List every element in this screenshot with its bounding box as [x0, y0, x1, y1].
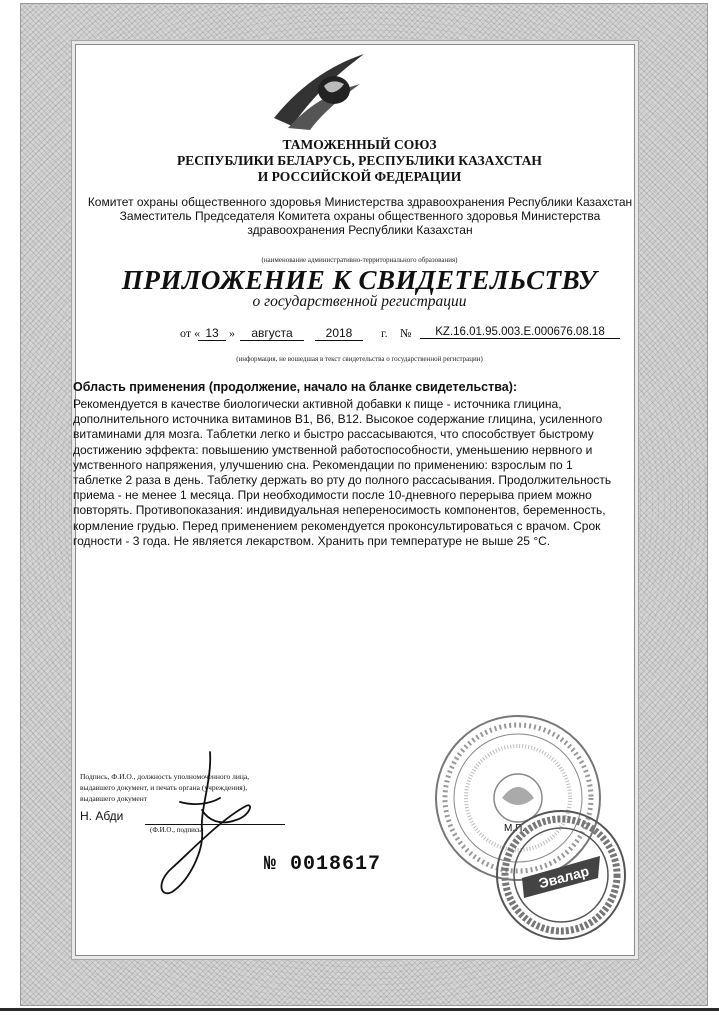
date-year: 2018 — [315, 326, 363, 341]
scope-line: приема - не менее 1 месяца. При необходимости после 10-дневного перерыва прием можно — [73, 488, 592, 503]
scope-text — [73, 397, 621, 549]
scope-line: Рекомендуется в качестве биологически активной добавки к пище - источника глицина, — [73, 397, 562, 411]
scope-line: достижению эффекта: повышению умственной работоспособности, уменьшению нервного и — [73, 442, 593, 457]
signature-label-line: выдавшего документ, и печать органа (учреждения), — [80, 783, 248, 792]
seal-label: М.П. — [504, 823, 526, 834]
signature-label-line: Подпись, Ф.И.О., должность уполномоченного лица, — [80, 772, 250, 781]
scope-line: годности - 3 года. Не является лекарством. Хранить при температуре не выше 25 °С. — [73, 533, 551, 548]
info-caption: (информация, не вошедшая в текст свидетельства о государственной регистрации) — [236, 355, 483, 363]
scope-line: таблетке 2 раза в день. Таблетку держать во рту до полного рассасывания. Продолжительность — [73, 473, 612, 488]
serial-number: № 0018617 — [264, 853, 382, 876]
scope-line: повторять. Противопоказания: индивидуальная непереносимость компонентов, беременность, — [73, 503, 606, 518]
date-month: августа — [240, 326, 304, 341]
union-title-line1: ТАМОЖЕННЫЙ СОЮЗ — [282, 137, 437, 152]
committee-line1: Комитет охраны общественного здоровья Министерства здравоохранения Республики Казахстан — [87, 195, 633, 209]
union-title-line2: РЕСПУБЛИКИ БЕЛАРУСЬ, РЕСПУБЛИКИ КАЗАХСТАН — [177, 153, 542, 168]
document-title: ПРИЛОЖЕНИЕ К СВИДЕТЕЛЬСТВУ — [121, 265, 598, 295]
customs-union-logo — [268, 48, 368, 134]
scope-line: кормление грудью. Перед применением рекомендуется проконсультироваться с врачом. Срок — [73, 518, 601, 533]
stamp-brand: Эвалар — [536, 862, 591, 892]
signer-name: Н. Абди — [80, 809, 124, 823]
scope-line: витаминами для мозга. Таблетки легко и быстро рассасываются, что способствует быстрому — [73, 427, 594, 442]
document-subtitle: о государственной регистрации — [252, 293, 467, 310]
scope-heading: Область применения (продолжение, начало на бланке свидетельства): — [73, 380, 518, 394]
registration-number: KZ.16.01.95.003.E.000676.08.18 — [420, 326, 620, 339]
scan-edge-line — [0, 1008, 719, 1011]
number-label: № — [400, 326, 412, 340]
date-day: 13 — [198, 326, 226, 341]
committee-line3: здравоохранения Республики Казахстан — [247, 223, 473, 237]
signature-label — [80, 771, 310, 804]
date-day-close: » — [229, 326, 235, 340]
committee-line2: Заместитель Председателя Комитета охраны общественного здоровья Министерства — [119, 209, 601, 223]
union-title-line3: И РОССИЙСКОЙ ФЕДЕРАЦИИ — [257, 169, 462, 184]
date-year-suffix: г. — [381, 326, 388, 340]
signature-label-line: выдавшего документ — [80, 794, 148, 803]
admin-caption: (наименование административно-территориального образования) — [261, 256, 458, 264]
signature-caption: (Ф.И.О., подпись) — [150, 826, 204, 834]
company-stamp — [494, 808, 628, 942]
scope-line: умственного напряжения, улучшению сна. Рекомендации по применению: взрослым по 1 — [73, 457, 573, 472]
signature-underline — [145, 824, 285, 825]
date-from-label: от « — [180, 326, 201, 340]
scope-line: дополнительного источника витаминов В1, В6, В12. Высокое содержание глицина, усиленного — [73, 412, 603, 427]
